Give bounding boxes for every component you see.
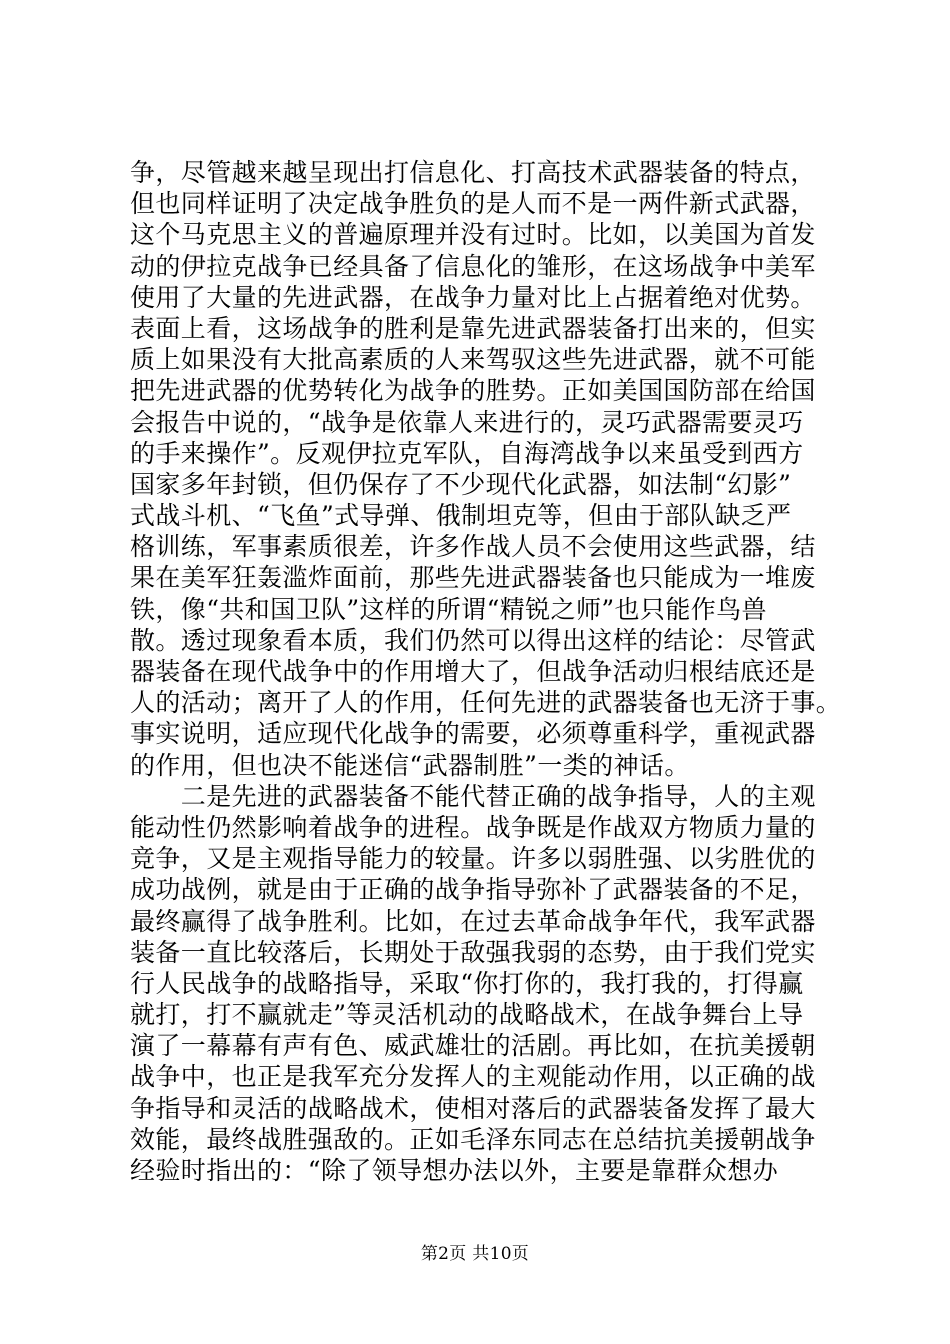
text-line: 这个马克思主义的普遍原理并没有过时。比如，以美国为首发 (130, 220, 816, 250)
text-line: 行人民战争的战略指导，采取“你打你的，我打我的，打得赢 (130, 968, 804, 998)
text-line: 战争中，也正是我军充分发挥人的主观能动作用，以正确的战 (130, 1062, 816, 1092)
text-line: 散。透过现象看本质，我们仍然可以得出这样的结论：尽管武 (130, 625, 816, 655)
text-line: 但也同样证明了决定战争胜负的是人而不是一两件新式武器， (130, 189, 816, 219)
text-line: 果在美军狂轰滥炸面前，那些先进武器装备也只能成为一堆废 (130, 563, 816, 593)
text-line: 国家多年封锁，但仍保存了不少现代化武器，如法制“幻影” (130, 469, 792, 499)
text-line: 人的活动；离开了人的作用，任何先进的武器装备也无济于事。 (130, 688, 842, 718)
text-line: 争指导和灵活的战略战术，使相对落后的武器装备发挥了最大 (130, 1093, 816, 1123)
text-line: 争，尽管越来越呈现出打信息化、打高技术武器装备的特点， (130, 158, 816, 187)
text-line: 演了一幕幕有声有色、威武雄壮的活剧。再比如，在抗美援朝 (130, 1031, 816, 1061)
text-line: 格训练，军事素质很差，许多作战人员不会使用这些武器，结 (130, 532, 816, 562)
text-line: 表面上看，这场战争的胜利是靠先进武器装备打出来的，但实 (130, 313, 816, 343)
text-line: 经验时指出的：“除了领导想办法以外，主要是靠群众想办 (130, 1156, 779, 1185)
text-line: 装备一直比较落后，长期处于敌强我弱的态势，由于我们党实 (130, 937, 816, 967)
text-line: 竞争，又是主观指导能力的较量。许多以弱胜强、以劣胜优的 (130, 844, 816, 874)
text-line: 成功战例，就是由于正确的战争指导弥补了武器装备的不足， (130, 875, 816, 905)
body-text (130, 157, 840, 1186)
text-line: 把先进武器的优势转化为战争的胜势。正如美国国防部在给国 (130, 376, 816, 406)
text-line: 事实说明，适应现代化战争的需要，必须尊重科学，重视武器 (130, 719, 816, 749)
text-line: 的手来操作”。反观伊拉克军队，自海湾战争以来虽受到西方 (130, 438, 804, 468)
text-line: 的作用，但也决不能迷信“武器制胜”一类的神话。 (130, 750, 690, 780)
text-line: 质上如果没有大批高素质的人来驾驭这些先进武器，就不可能 (130, 345, 816, 375)
text-line: 动的伊拉克战争已经具备了信息化的雏形，在这场战争中美军 (130, 251, 816, 281)
text-line: 二是先进的武器装备不能代替正确的战争指导，人的主观 (130, 781, 816, 811)
text-line: 最终赢得了战争胜利。比如，在过去革命战争年代，我军武器 (130, 906, 816, 936)
text-line: 式战斗机、“飞鱼”式导弹、俄制坦克等，但由于部队缺乏严 (130, 501, 792, 531)
text-line: 器装备在现代战争中的作用增大了，但战争活动归根结底还是 (130, 657, 816, 686)
text-line: 会报告中说的，“战争是依靠人来进行的，灵巧武器需要灵巧 (130, 407, 804, 437)
text-line: 铁，像“共和国卫队”这样的所谓“精锐之师”也只能作鸟兽 (130, 594, 767, 624)
text-line: 就打，打不赢就走”等灵活机动的战略战术，在战争舞台上导 (130, 1000, 804, 1030)
text-line: 效能，最终战胜强敌的。正如毛泽东同志在总结抗美援朝战争 (130, 1124, 816, 1154)
text-line: 能动性仍然影响着战争的进程。战争既是作战双方物质力量的 (130, 812, 816, 842)
page-number-footer: 第2页 共10页 (420, 1244, 530, 1264)
text-line: 使用了大量的先进武器，在战争力量对比上占据着绝对优势。 (130, 282, 816, 312)
